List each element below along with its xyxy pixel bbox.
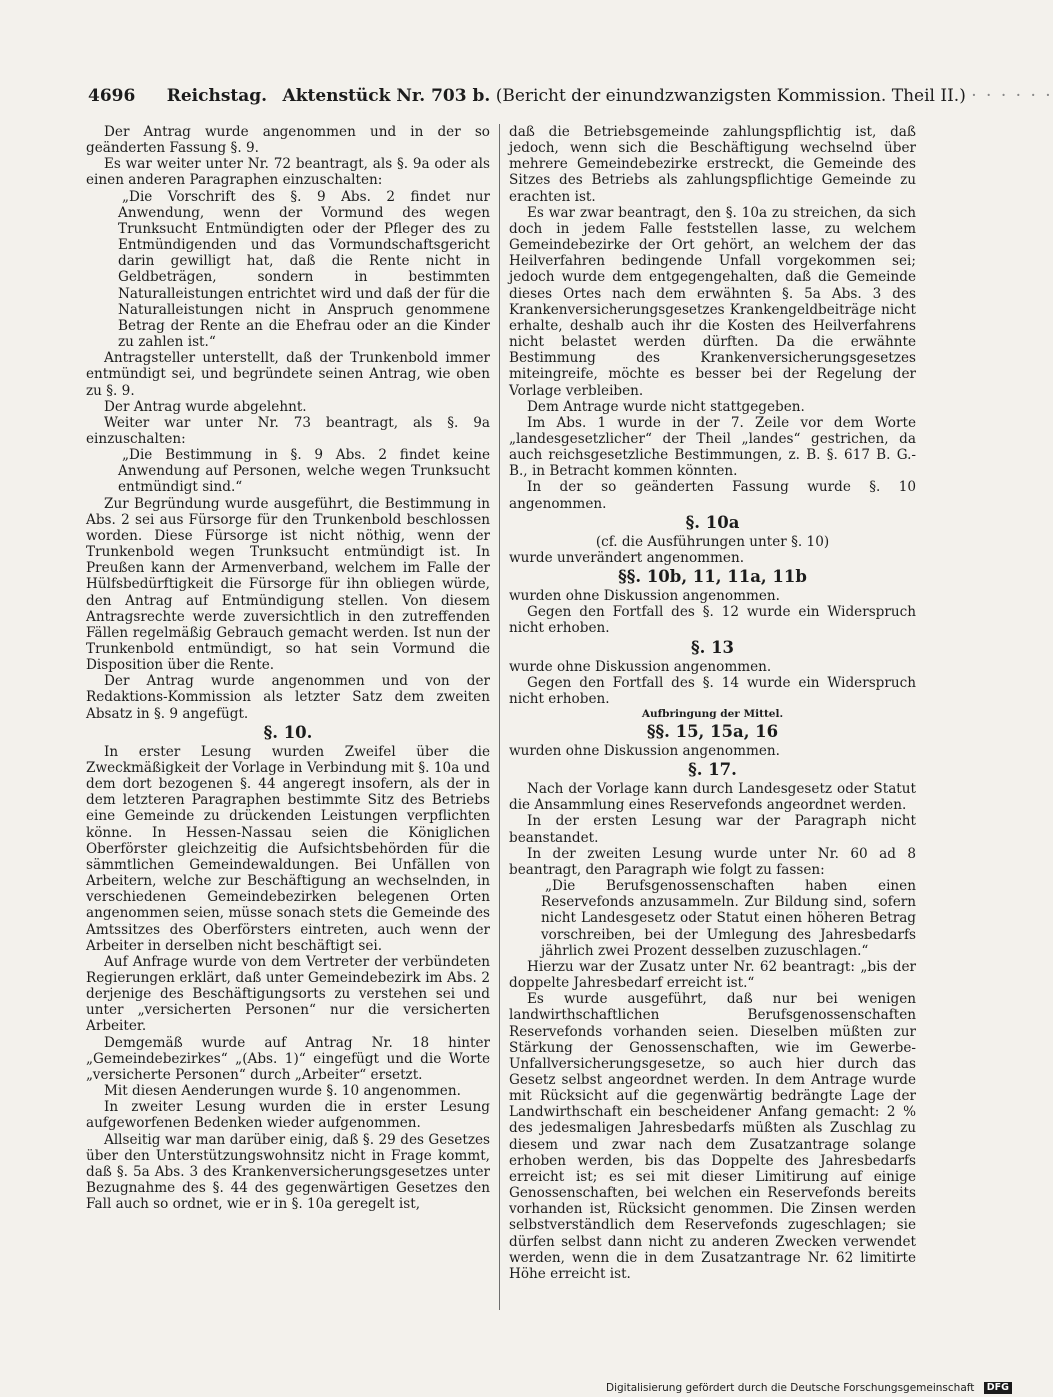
paragraph: Hierzu war der Zusatz unter Nr. 62 beantragt: „bis der doppelte Jahresbedarf erreicht ist.“ (509, 958, 916, 992)
block-quote (509, 878, 916, 959)
running-title-aktenstueck: Aktenstück Nr. 703 b. (282, 86, 491, 106)
paragraph: Nach der Vorlage kann durch Landesgesetz oder Statut die Ansammlung eines Reservefonds angeordnet werden. (509, 781, 916, 814)
paragraph: Gegen den Fortfall des §. 12 wurde ein Widerspruch nicht erhoben. (509, 604, 916, 637)
header-leader-dots: · · · · · · (971, 86, 1053, 106)
section-heading-s10b: §§. 10b, 11, 11a, 11b (618, 567, 807, 587)
block-quote (86, 189, 490, 351)
paragraph: Antragsteller unterstellt, daß der Trunkenbold immer entmündigt sei, und begründete seinen Antrag, wie oben zu §. 9. (86, 350, 490, 399)
paragraph: Weiter war unter Nr. 73 beantragt, als §. 9a einzuschalten: (86, 414, 490, 447)
footer-text: Digitalisierung gefördert durch die Deutsche Forschungsgemeinschaft (606, 1382, 975, 1394)
paragraph: Es wurde ausgeführt, daß nur bei wenigen landwirthschaftlichen Berufsgenossenschaften Reservefonds vorhanden seien. Dieselben müßten zur Stärkung der Genossenschaften, wie im Gewerbe-Unfallversicherungsgesetze, so auch hier durch das Gesetz selbst angeordnet werden. In dem Antrage wurde mit Rücksicht auf die gegenwärtig bedrängte Lage der Landwirthschaft ein bescheidener Anfang gemacht: 2 % des jedesmaligen Jahresbedarfs müßten als Zuschlag zu diesem und zwar nach dem Zusatzantrage solange erhoben werden, bis das Doppelte des Jahresbedarfs erreicht ist; es sei mit dieser Limitirung auf einige Genossenschaften, bei welchen ein Reservefonds bereits vorhanden ist, Rücksicht genommen. Die Zinsen werden selbstverständlich dem Reservefonds zugeschlagen; sie dürfen selbst dann nicht zu anderen Zwecken verwendet werden, wenn die in dem Zusatzantrage Nr. 62 limitirte Höhe erreicht ist. (509, 991, 916, 1282)
paragraph: Auf Anfrage wurde von dem Vertreter der verbündeten Regierungen erklärt, daß unter Gemeindebezirk im Abs. 2 derjenige des Beschäftigungsorts zu verstehen sei und unter „versicherten Personen“ nur die versicherten Arbeiter. (86, 953, 490, 1035)
paragraph: (cf. die Ausführungen unter §. 10) (595, 533, 830, 550)
running-title-reichstag: Reichstag. (166, 86, 268, 106)
section-heading-s10a: §. 10a (685, 512, 740, 532)
quote-text: „Die Vorschrift des §. 9 Abs. 2 findet nur Anwendung, wenn der Vormund des wegen Trunksucht Entmündigten oder der Pfleger des zu Entmündigenden und das Vormundschaftsgericht darin gewilligt hat, daß die Rente nicht in Geldbeträgen, sondern in bestimmten Naturalleistungen entrichtet wird und daß der für die Naturalleistungen nicht in Anspruch genommene Betrag der Rente an die Ehefrau oder an die Kinder zu zahlen ist.“ (118, 188, 490, 351)
digitization-footer (606, 1381, 1009, 1395)
subheading-aufbringung: Aufbringung der Mittel. (641, 708, 784, 720)
paragraph: In der so geänderten Fassung wurde §. 10 angenommen. (509, 479, 916, 512)
paragraph: In zweiter Lesung wurden die in erster Lesung aufgeworfenen Bedenken wieder aufgenommen. (86, 1099, 490, 1132)
paragraph: Im Abs. 1 wurde in der 7. Zeile vor dem Worte „landesgesetzlicher“ der Theil „landes“ gestrichen, da auch reichsgesetzliche Bestimmungen, z. B. §. 617 B. G.-B., in Betracht kommen könnten. (509, 414, 916, 480)
paragraph: wurden ohne Diskussion angenommen. (509, 743, 780, 759)
paragraph: In erster Lesung wurden Zweifel über die Zweckmäßigkeit der Vorlage in Verbindung mit §. 10a und dem dort bezogenen §. 44 angeregt insofern, als der in dem letzteren Paragraphen bestimmte Sitz des Betriebs eine Gemeinde zu drückenden Leistungen verpflichten könne. In Hessen-Nassau seien die Königlichen Oberförster gleichzeitig die Aufsichtsbehörden für die sämmtlichen Gemeindewaldungen. Bei Unfällen von Arbeitern, welche zur Beschäftigung an wechselnden, in verschiedenen Gemeindebezirken belegenen Orten angenommen seien, müsse sonach stets die Gemeinde des Amtssitzes des Oberförsters eintreten, auch wenn der Arbeiter in derselben nicht beschäftigt sei. (86, 743, 490, 954)
section-heading-s15: §§. 15, 15a, 16 (646, 722, 779, 741)
section-heading-s13: §. 13 (690, 637, 735, 657)
column-divider (499, 124, 500, 1310)
quote-text: „Die Berufsgenossenschaften haben einen Reservefonds anzusammeln. Zur Bildung sind, sofern nicht Landesgesetz oder Statut einen höheren Betrag vorschreiben, bei der Umlegung des Jahresbedarfs jährlich zwei Prozent desselben zuzuschlagen.“ (541, 878, 916, 959)
paragraph: Es war weiter unter Nr. 72 beantragt, als §. 9a oder als einen anderen Paragraphen einzuschalten: (86, 156, 490, 189)
paragraph: wurde ohne Diskussion angenommen. (509, 658, 772, 675)
block-quote (86, 447, 490, 495)
paragraph: wurden ohne Diskussion angenommen. (509, 588, 780, 605)
paragraph: Der Antrag wurde angenommen und in der so geänderten Fassung §. 9. (86, 124, 490, 157)
page-number: 4696 (88, 86, 136, 106)
paragraph: Der Antrag wurde abgelehnt. (104, 398, 307, 415)
dfg-logo-icon: DFG (984, 1382, 1012, 1394)
running-header (88, 82, 1053, 110)
paragraph: In der ersten Lesung war der Paragraph nicht beanstandet. (509, 813, 916, 846)
paragraph: Demgemäß wurde auf Antrag Nr. 18 hinter „Gemeindebezirkes“ „(Abs. 1)“ eingefügt und die Worte „versicherte Personen“ durch „Arbeiter“ ersetzt. (86, 1034, 490, 1083)
section-heading-s17: §. 17. (688, 760, 737, 780)
paragraph: Der Antrag wurde angenommen und von der Redaktions-Kommission als letzter Satz dem zweiten Absatz in §. 9 angefügt. (86, 673, 490, 722)
left-column (86, 124, 490, 1212)
paragraph: Dem Antrage wurde nicht stattgegeben. (527, 398, 805, 415)
paragraph: daß die Betriebsgemeinde zahlungspflichtig ist, daß jedoch, wenn sich die Beschäftigung wechselnd über mehrere Gemeindebezirke erstreckt, die Gemeinde des Sitzes des Betriebs als zahlungspflichtige Gemeinde zu erachten ist. (509, 124, 916, 205)
paragraph: In der zweiten Lesung wurde unter Nr. 60 ad 8 beantragt, den Paragraph wie folgt zu fassen: (509, 845, 916, 878)
paragraph: Gegen den Fortfall des §. 14 wurde ein Widerspruch nicht erhoben. (509, 674, 916, 707)
paragraph: Es war zwar beantragt, den §. 10a zu streichen, da sich doch in jedem Falle feststellen lasse, zu welchem Gemeindebezirke der Ort gehört, an welchem der das Heilverfahren bedingende Unfall vorgekommen sei; jedoch wurde dem entgegengehalten, daß die Gemeinde dieses Ortes nach dem erwähnten §. 5a Abs. 3 des Krankenversicherungsgesetzes Krankengeldbeiträge nicht erhalte, deshalb auch ihr die Kosten des Heilverfahrens nicht belastet werden dürften. Da die erwähnte Bestimmung des Krankenversicherungsgesetzes miteingreife, möchte es besser bei der Regelung der Vorlage verbleiben. (509, 204, 916, 399)
paragraph: Allseitig war man darüber einig, daß §. 29 des Gesetzes über den Unterstützungswohnsitz nicht in Frage kommt, daß §. 5a Abs. 3 des Krankenversicherungsgesetzes unter Bezugnahme des §. 44 des gegenwärtigen Gesetzes den Fall auch so ordnet, wie er in §. 10a geregelt ist, (86, 1131, 490, 1213)
section-heading-s10: §. 10. (263, 722, 313, 742)
right-column (509, 124, 916, 1282)
running-title-bericht: (Bericht der einundzwanzigsten Kommission. Theil II.) (495, 86, 966, 106)
quote-text: „Die Bestimmung in §. 9 Abs. 2 findet keine Anwendung auf Personen, welche wegen Trunksucht entmündigt sind.“ (118, 447, 490, 496)
paragraph: Zur Begründung wurde ausgeführt, die Bestimmung in Abs. 2 sei aus Fürsorge für den Trunkenbold beschlossen worden. Diese Fürsorge ist nicht nöthig, wenn der Trunkenbold wegen Trunksucht entmündigt ist. In Preußen kann der Armenverband, welchem im Falle der Hülfsbedürftigkeit die Fürsorge für ihn obliegen würde, den Antrag auf Entmündigung stellen. Von diesem Antragsrechte werde zuversichtlich in den zutreffenden Fällen regelmäßig Gebrauch gemacht werden. Ist nun der Trunkenbold entmündigt, so hat sein Vormund die Disposition über die Rente. (86, 495, 490, 674)
paragraph: wurde unverändert angenommen. (509, 549, 745, 566)
paragraph: Mit diesen Aenderungen wurde §. 10 angenommen. (104, 1083, 461, 1100)
